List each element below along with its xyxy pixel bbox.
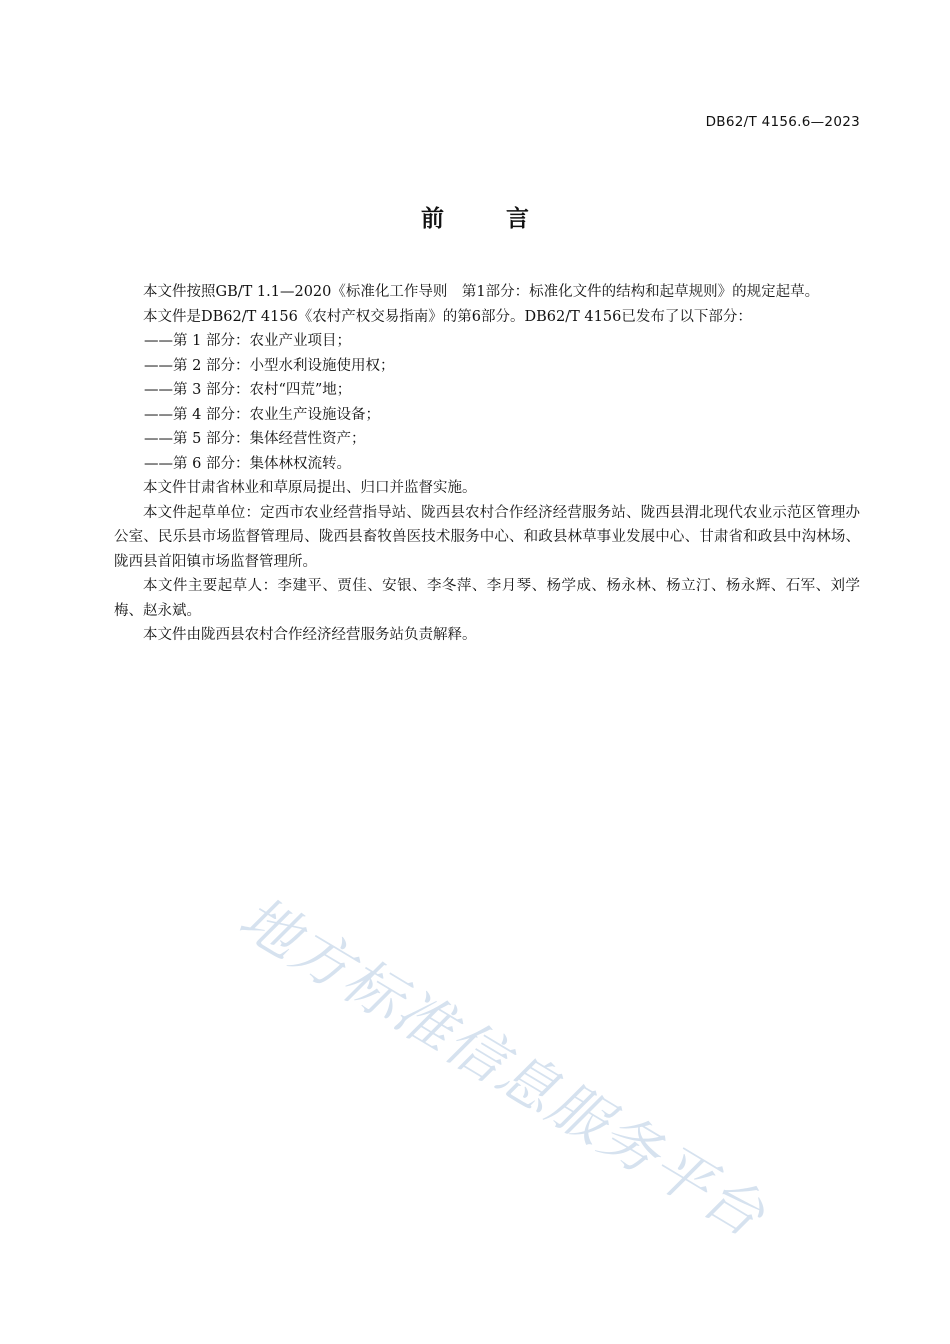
paragraph-interpretation: 本文件由陇西县农村合作经济经营服务站负责解释。	[143, 627, 477, 643]
parts-list	[114, 329, 860, 476]
list-item: ——第 2 部分：小型水利设施使用权；	[144, 357, 395, 374]
list-item: ——第 4 部分：农业生产设施设备；	[144, 406, 380, 423]
paragraph-drafting-rule: 本文件按照GB/T 1.1—2020《标准化工作导则 第1部分：标准化文件的结构和起草规则》的规定起草。	[143, 284, 820, 300]
list-item: ——第 1 部分：农业产业项目；	[144, 333, 351, 349]
paragraph-drafters: 本文件主要起草人：李建平、贾佳、安银、李冬萍、李月琴、杨学成、杨永林、杨立汀、杨永辉、石军、刘学梅、赵永斌。	[114, 578, 860, 619]
list-item: ——第 3 部分：农村“四荒”地；	[144, 382, 352, 398]
paragraph-drafting-units: 本文件起草单位：定西市农业经营指导站、陇西县农村合作经济经营服务站、陇西县渭北现代农业示范区管理办公室、民乐县市场监督管理局、陇西县畜牧兽医技术服务中心、和政县林草事业发展中心、甘肃省和政县中沟林场、陇西县首阳镇市场监督管理所。	[114, 504, 860, 570]
paragraph-proposer: 本文件甘肃省林业和草原局提出、归口并监督实施。	[143, 480, 477, 496]
list-item: ——第 6 部分：集体林权流转。	[144, 455, 351, 472]
watermark: 地方标准信息服务平台	[227, 883, 778, 1251]
page-title: 前言	[421, 206, 591, 232]
document-number: DB62/T 4156.6—2023	[705, 114, 860, 130]
paragraph-part-info: 本文件是DB62/T 4156《农村产权交易指南》的第6部分。DB62/T 4156已发布了以下部分：	[143, 308, 752, 325]
list-item: ——第 5 部分：集体经营性资产；	[144, 431, 366, 447]
document-body	[114, 280, 860, 648]
